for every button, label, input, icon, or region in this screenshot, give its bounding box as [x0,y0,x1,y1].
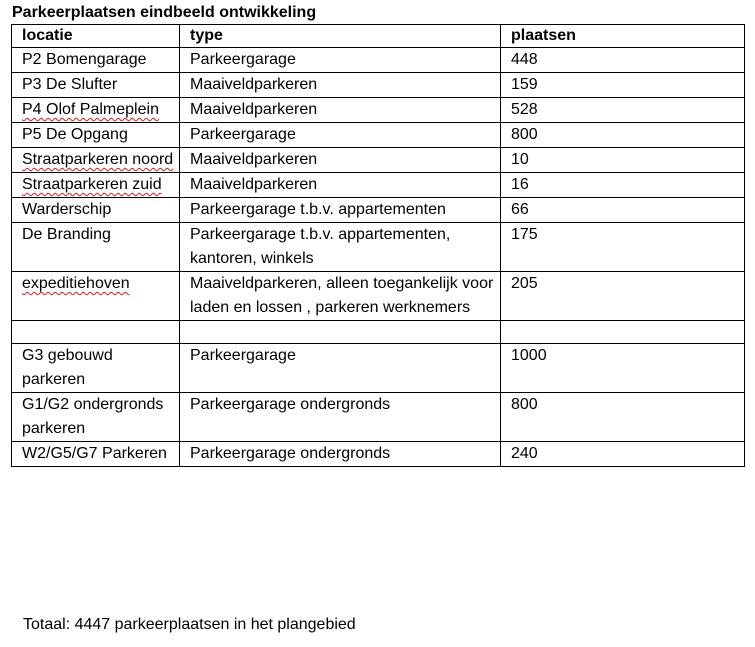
cell-locatie: P5 De Opgang [12,123,180,148]
cell-plaatsen: 1000 [501,344,745,393]
cell-plaatsen: 10 [501,148,745,173]
cell-type: Maaiveldparkeren [180,148,501,173]
cell-type: Parkeergarage [180,48,501,73]
document-title: Parkeerplaatsen eindbeeld ontwikkeling [12,4,317,21]
table-row [12,48,745,73]
table-row [12,198,745,223]
table-row [12,442,745,467]
cell-plaatsen: 528 [501,98,745,123]
cell-plaatsen [501,321,745,344]
cell-locatie: Warderschip [12,198,180,223]
table-row [12,393,745,442]
spellcheck-text: Straatparkeren noord [22,151,174,168]
cell-locatie [12,148,180,173]
table-row [12,73,745,98]
cell-plaatsen: 16 [501,173,745,198]
cell-type: Parkeergarage ondergronds [180,442,501,467]
table-row [12,223,745,272]
header-locatie: locatie [12,25,180,48]
cell-type: Maaiveldparkeren, alleen toegankelijk voor laden en lossen , parkeren werknemers [180,272,501,321]
header-type: type [180,25,501,48]
cell-plaatsen: 175 [501,223,745,272]
table-row [12,272,745,321]
cell-type: Maaiveldparkeren [180,173,501,198]
cell-type: Parkeergarage [180,123,501,148]
total-summary: Totaal: 4447 parkeerplaatsen in het plangebied [23,616,356,633]
cell-locatie: W2/G5/G7 Parkeren [12,442,180,467]
table-row [12,173,745,198]
cell-plaatsen: 66 [501,198,745,223]
cell-locatie: P2 Bomengarage [12,48,180,73]
spellcheck-text: Straatparkeren zuid [22,176,162,193]
spellcheck-text: P4 Olof Palmeplein [22,101,159,118]
cell-locatie [12,272,180,321]
cell-locatie [12,173,180,198]
table-row [12,123,745,148]
cell-type: Maaiveldparkeren [180,73,501,98]
table-row-empty [12,321,745,344]
table-header-row [12,25,745,48]
cell-locatie [12,98,180,123]
cell-type: Maaiveldparkeren [180,98,501,123]
cell-plaatsen: 448 [501,48,745,73]
cell-type: Parkeergarage t.b.v. appartementen [180,198,501,223]
header-plaatsen: plaatsen [501,25,745,48]
cell-type: Parkeergarage [180,344,501,393]
spellcheck-text: expeditiehoven [22,275,130,292]
cell-locatie: P3 De Slufter [12,73,180,98]
cell-locatie: G1/G2 ondergronds parkeren [12,393,180,442]
cell-locatie: De Branding [12,223,180,272]
table-row [12,98,745,123]
cell-plaatsen: 159 [501,73,745,98]
table-row [12,344,745,393]
cell-plaatsen: 800 [501,393,745,442]
table-row [12,148,745,173]
cell-type: Parkeergarage t.b.v. appartementen, kantoren, winkels [180,223,501,272]
cell-plaatsen: 240 [501,442,745,467]
cell-type: Parkeergarage ondergronds [180,393,501,442]
parking-table [11,24,745,467]
cell-locatie [12,321,180,344]
cell-type [180,321,501,344]
cell-plaatsen: 800 [501,123,745,148]
cell-plaatsen: 205 [501,272,745,321]
cell-locatie: G3 gebouwd parkeren [12,344,180,393]
